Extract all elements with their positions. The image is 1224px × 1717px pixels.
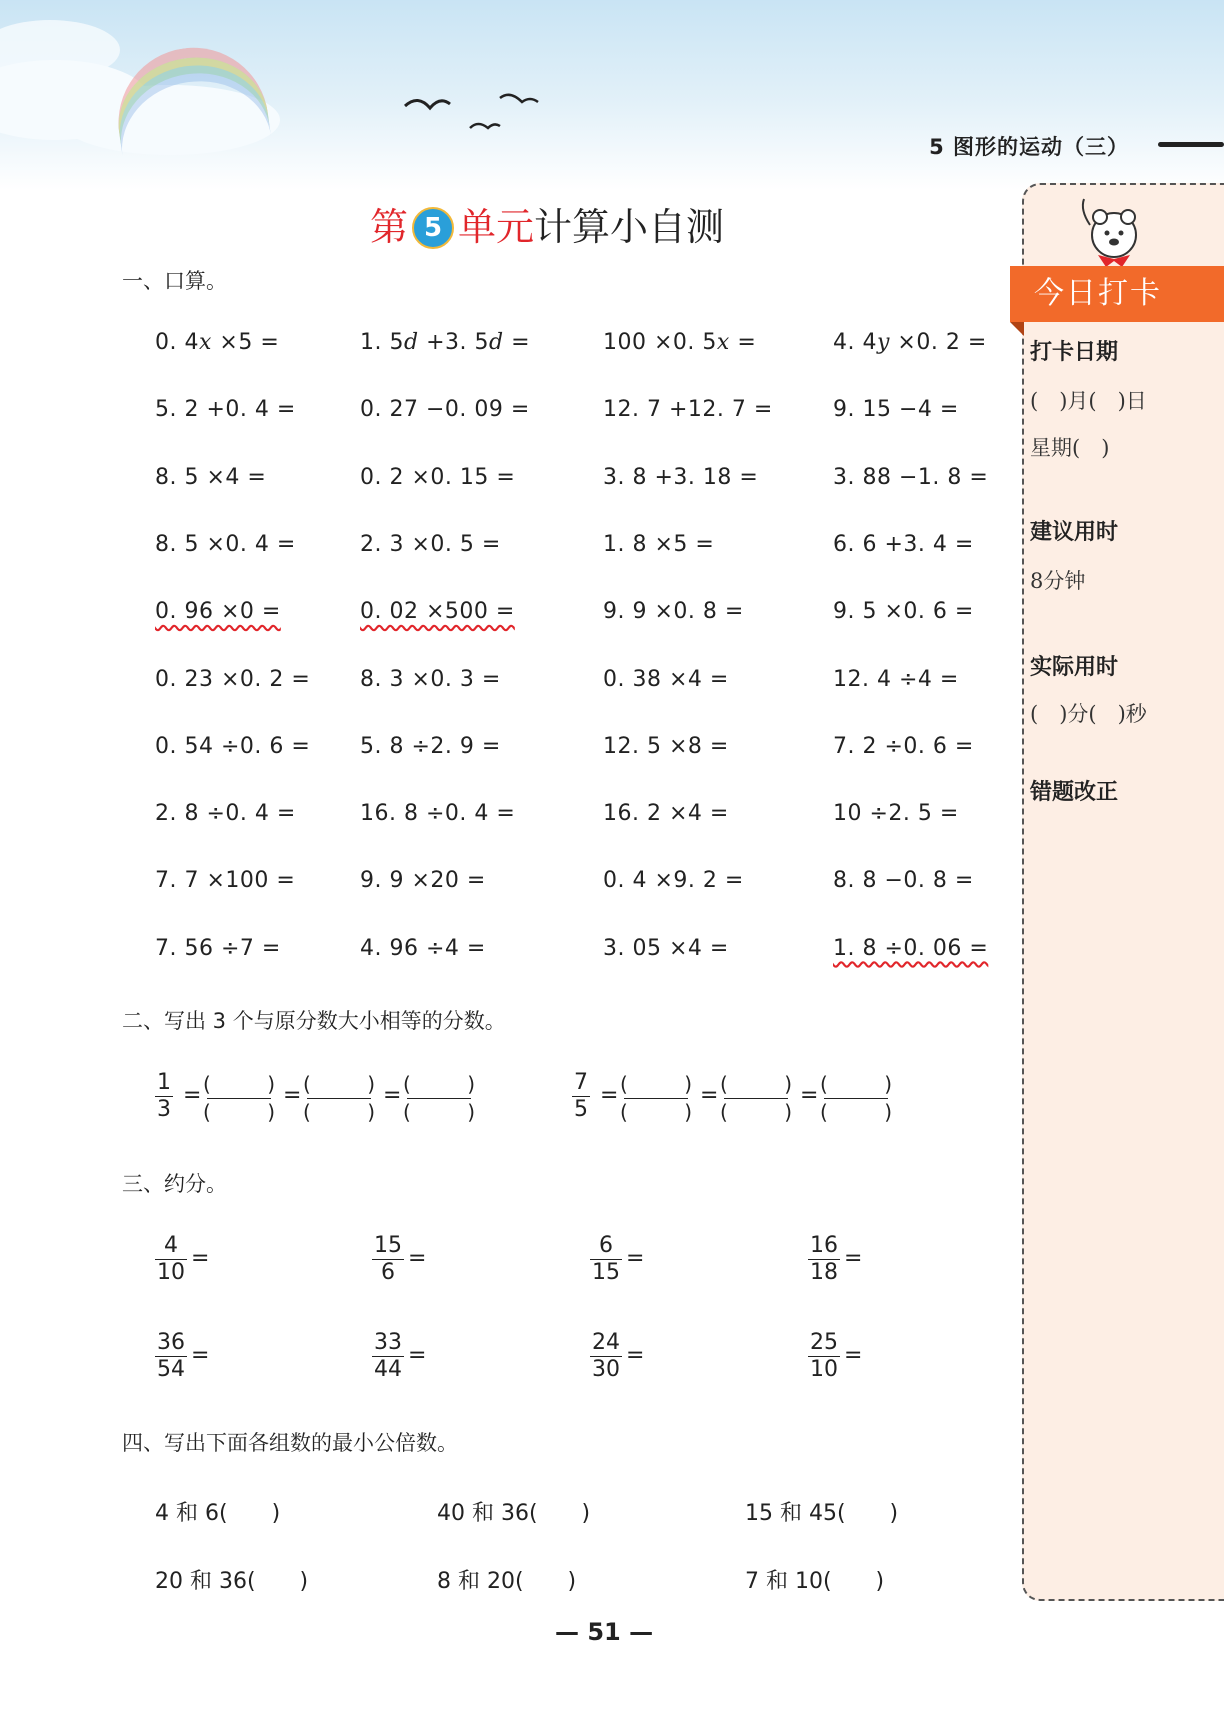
equals-sign: =: [183, 1083, 202, 1108]
oral-problem: 9. 15 −4 =: [833, 397, 959, 423]
oral-problem: 8. 3 ×0. 3 =: [360, 666, 501, 692]
error-correction-label: 错题改正: [1030, 780, 1119, 805]
oral-problem: 2. 8 ÷0. 4 =: [155, 801, 296, 827]
reduce-fraction: [808, 1233, 840, 1286]
actual-time-field[interactable]: ( )分( )秒: [1030, 702, 1147, 726]
page-title: [370, 196, 724, 251]
oral-problem: 9. 9 ×0. 8 =: [603, 599, 744, 625]
page-number: — 51 —: [555, 1618, 654, 1646]
lcm-problem[interactable]: 15 和 45( ): [745, 1501, 899, 1526]
blank-fraction-input[interactable]: ( ) ( ): [303, 1072, 375, 1124]
equals-sign: =: [844, 1343, 863, 1368]
lcm-problem[interactable]: 8 和 20( ): [437, 1569, 577, 1594]
oral-problem: 5. 8 ÷2. 9 =: [360, 733, 501, 759]
oral-problem: 0. 02 ×500 =: [360, 599, 515, 625]
fraction-denominator: 5: [574, 1097, 588, 1122]
reduce-fraction: [590, 1233, 622, 1286]
oral-problem: 0. 38 ×4 =: [603, 666, 729, 692]
oral-problem: 0. 2 ×0. 15 =: [360, 464, 516, 490]
oral-problem: 0. 54 ÷0. 6 =: [155, 733, 311, 759]
oral-problem: 100 ×0. 5x =: [603, 330, 757, 355]
fraction-denominator: 10: [810, 1357, 838, 1382]
equals-sign: =: [600, 1083, 619, 1108]
oral-problem: 7. 7 ×100 =: [155, 868, 296, 894]
oral-problem: 2. 3 ×0. 5 =: [360, 531, 501, 557]
fraction-denominator: 3: [157, 1097, 171, 1122]
blank-fraction-input[interactable]: ( ) ( ): [820, 1072, 892, 1124]
equals-sign: =: [408, 1343, 427, 1368]
blank-fraction-input[interactable]: ( ) ( ): [203, 1072, 275, 1124]
oral-problem: 12. 4 ÷4 =: [833, 666, 959, 692]
oral-problem: 12. 5 ×8 =: [603, 733, 729, 759]
fraction-numerator: 15: [374, 1233, 402, 1258]
fraction-denominator: 18: [810, 1260, 838, 1285]
oral-problem: 9. 5 ×0. 6 =: [833, 599, 974, 625]
fraction-numerator: 4: [155, 1233, 187, 1260]
reduce-fraction: [155, 1233, 187, 1286]
banner-fold: [1010, 322, 1024, 336]
suggested-time-label: 建议用时: [1030, 520, 1119, 545]
lcm-problem[interactable]: 40 和 36( ): [437, 1501, 591, 1526]
oral-problem: 9. 9 ×20 =: [360, 868, 486, 894]
oral-problem: 16. 2 ×4 =: [603, 801, 729, 827]
reduce-fraction: [155, 1330, 187, 1383]
fraction-denominator: 10: [157, 1260, 185, 1285]
section-lcm-heading: 四、写出下面各组数的最小公倍数。: [122, 1431, 458, 1455]
equals-sign: =: [844, 1246, 863, 1271]
oral-problem: 3. 05 ×4 =: [603, 935, 729, 961]
bear-mascot-icon: [1070, 195, 1150, 270]
fraction-numerator: 6: [590, 1233, 622, 1260]
fraction-numerator: 24: [592, 1330, 620, 1355]
blank-fraction-input[interactable]: ( ) ( ): [620, 1072, 692, 1124]
equals-sign: =: [800, 1083, 819, 1108]
checkin-banner: 今日打卡: [1010, 266, 1224, 322]
section-equivalent-heading: 二、写出 3 个与原分数大小相等的分数。: [122, 1009, 506, 1033]
oral-problem: 3. 8 +3. 18 =: [603, 464, 759, 490]
oral-problem: 8. 5 ×0. 4 =: [155, 531, 296, 557]
oral-problem: 1. 5d +3. 5d =: [360, 330, 531, 355]
lcm-problem[interactable]: 4 和 6( ): [155, 1501, 281, 1526]
checkin-date-field[interactable]: ( )月( )日: [1030, 389, 1147, 413]
fraction-denominator: 44: [374, 1357, 402, 1382]
reduce-fraction: [808, 1330, 840, 1383]
reduce-fraction: [372, 1330, 404, 1383]
chapter-heading: 5 图形的运动（三）: [929, 135, 1129, 159]
title-suffix: 计算小自测: [534, 205, 725, 249]
chapter-rule: [1158, 142, 1224, 147]
equals-sign: =: [408, 1246, 427, 1271]
fraction-numerator: 16: [810, 1233, 838, 1258]
oral-problem: 7. 2 ÷0. 6 =: [833, 733, 974, 759]
lcm-problem[interactable]: 20 和 36( ): [155, 1569, 309, 1594]
oral-problem: 3. 88 −1. 8 =: [833, 464, 989, 490]
equals-sign: =: [383, 1083, 402, 1108]
oral-problem: 7. 56 ÷7 =: [155, 935, 281, 961]
reduce-fraction: [590, 1330, 622, 1383]
fraction-numerator: 1: [157, 1070, 171, 1095]
oral-problem: 0. 96 ×0 =: [155, 599, 281, 625]
oral-problem: 10 ÷2. 5 =: [833, 801, 959, 827]
oral-problem: 0. 4x ×5 =: [155, 330, 280, 355]
suggested-time-value: 8分钟: [1030, 569, 1086, 593]
oral-problem: 16. 8 ÷0. 4 =: [360, 801, 516, 827]
fraction-numerator: 36: [157, 1330, 185, 1355]
oral-problem: 12. 7 +12. 7 =: [603, 397, 773, 423]
oral-problem: 0. 23 ×0. 2 =: [155, 666, 311, 692]
fraction-denominator: 15: [592, 1260, 620, 1285]
fraction-numerator: 25: [810, 1330, 838, 1355]
oral-problem: 1. 8 ×5 =: [603, 531, 715, 557]
sky-header: [0, 0, 1224, 190]
oral-problem: 0. 4 ×9. 2 =: [603, 868, 744, 894]
title-prefix: 第: [370, 205, 409, 249]
equals-sign: =: [191, 1343, 210, 1368]
rainbow-decoration: [109, 38, 271, 158]
oral-problem: 5. 2 +0. 4 =: [155, 397, 296, 423]
equals-sign: =: [626, 1343, 645, 1368]
fraction-denominator: 30: [592, 1357, 620, 1382]
oral-problem: 8. 8 −0. 8 =: [833, 868, 974, 894]
unit-number-badge: 5: [412, 207, 454, 249]
oral-problem: 0. 27 −0. 09 =: [360, 397, 530, 423]
blank-fraction-input[interactable]: ( ) ( ): [720, 1072, 792, 1124]
given-fraction: [155, 1070, 173, 1123]
section-oral-heading: 一、口算。: [122, 269, 227, 293]
equals-sign: =: [626, 1246, 645, 1271]
equals-sign: =: [191, 1246, 210, 1271]
oral-problem: 6. 6 +3. 4 =: [833, 531, 974, 557]
oral-problem: 4. 4y ×0. 2 =: [833, 330, 987, 355]
checkin-date-label: 打卡日期: [1030, 340, 1119, 365]
oral-problem: 1. 8 ÷0. 06 =: [833, 935, 989, 961]
equals-sign: =: [283, 1083, 302, 1108]
lcm-problem[interactable]: 7 和 10( ): [745, 1569, 885, 1594]
title-unit: 单元: [458, 205, 535, 249]
oral-problem: 4. 96 ÷4 =: [360, 935, 486, 961]
fraction-numerator: 33: [374, 1330, 402, 1355]
birds-icon: [400, 88, 550, 138]
equals-sign: =: [700, 1083, 719, 1108]
checkin-weekday-field[interactable]: 星期( ): [1030, 436, 1110, 460]
fraction-denominator: 6: [381, 1260, 395, 1285]
oral-problem: 8. 5 ×4 =: [155, 464, 267, 490]
blank-fraction-input[interactable]: ( ) ( ): [403, 1072, 475, 1124]
section-reduce-heading: 三、约分。: [122, 1172, 227, 1196]
actual-time-label: 实际用时: [1030, 655, 1119, 680]
fraction-numerator: 7: [574, 1070, 588, 1095]
given-fraction: [572, 1070, 590, 1123]
fraction-denominator: 54: [157, 1357, 185, 1382]
reduce-fraction: [372, 1233, 404, 1286]
